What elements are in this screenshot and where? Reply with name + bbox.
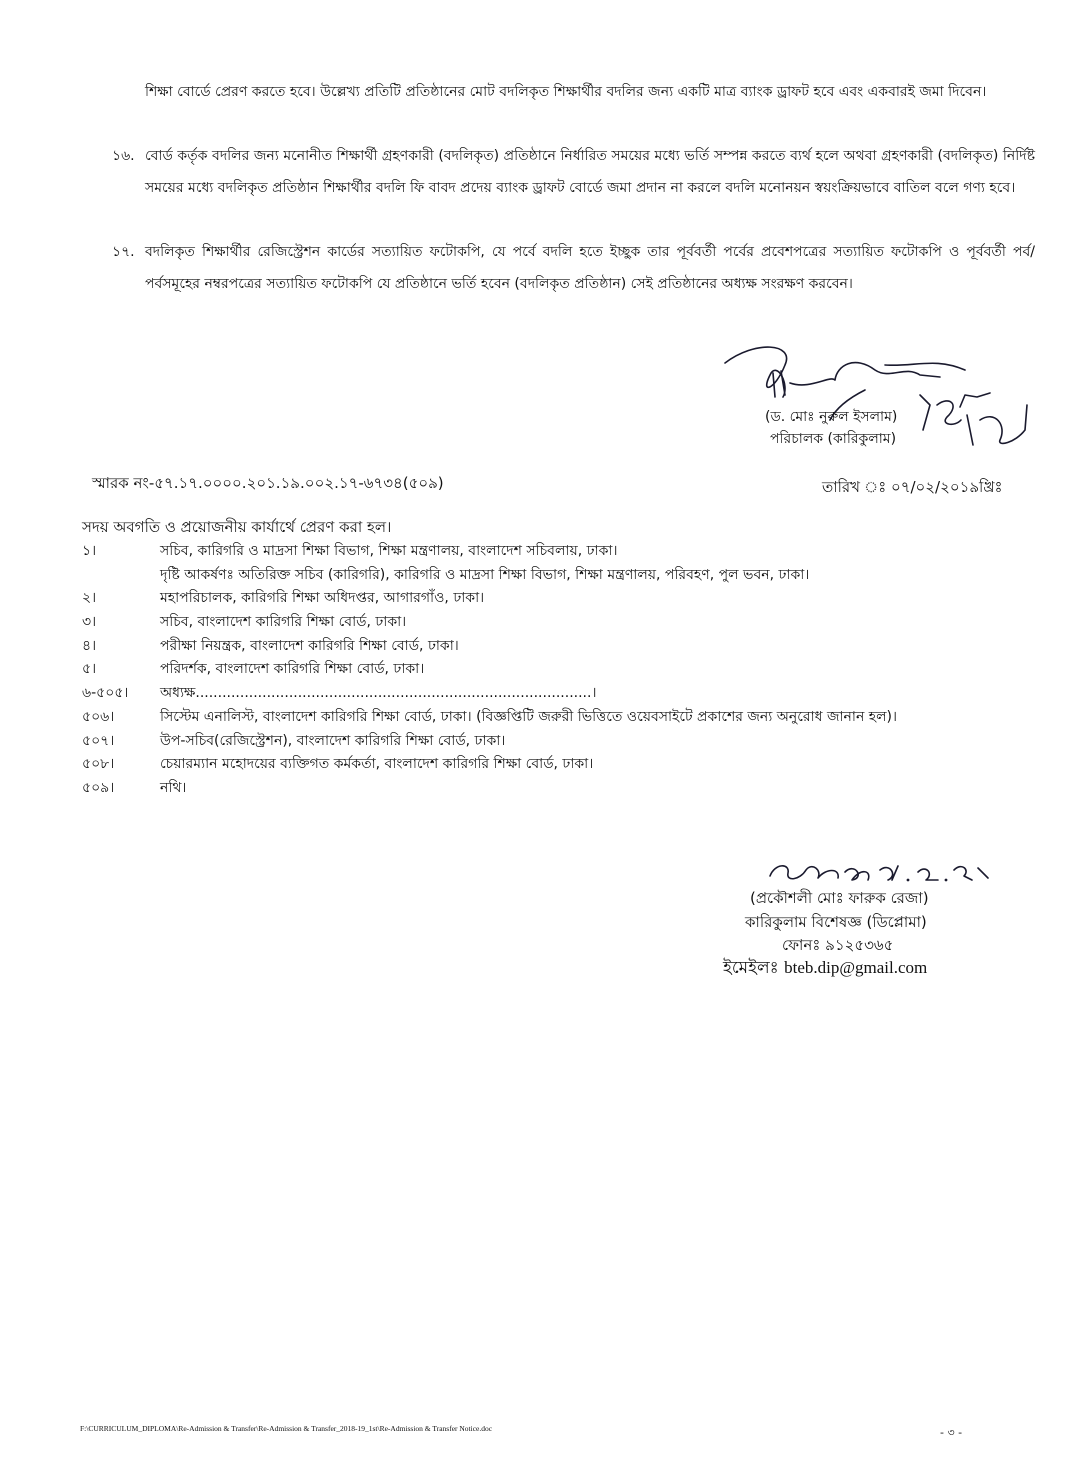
signatory-name: (প্রকৌশলী মোঃ ফারুক রেজা) [750,889,929,907]
distribution-item [82,706,1042,730]
clause-text: বদলিকৃত শিক্ষার্থীর রেজিস্ট্রেশন কার্ডের সত্যায়িত ফটোকপি, যে পর্বে বদলি হতে ইচ্ছুক তার পূর্ববর্তী পর্বের প্রবেশপত্রের সত্যায়িত ফটোকপি ও পূর্ববর্তী পর্ব/পর্বসমূহের নম্বরপত্রের সত্যায়িত ফটোকপি যে প্রতিষ্ঠানে ভর্তি হবেন (বদলিকৃত প্রতিষ্ঠান) সেই প্রতিষ্ঠানের অধ্যক্ষ সংরক্ষণ করবেন। [145,244,1035,292]
signatory-email [723,956,927,980]
signature-block-specialist [723,858,1040,988]
distribution-text: পরীক্ষা নিয়ন্ত্রক, বাংলাদেশ কারিগরি শিক্ষা বোর্ড, ঢাকা। [160,637,459,654]
distribution-number: ৫। [82,661,97,678]
distribution-text: মহাপরিচালক, কারিগরি শিক্ষা অধিদপ্তর, আগারগাঁও, ঢাকা। [160,590,485,607]
email-label: ইমেইলঃ [723,958,779,978]
clause-17 [112,236,1035,300]
distribution-list [82,540,1042,801]
distribution-item [82,587,1042,611]
distribution-item [82,635,1042,659]
clause-number: ১৭. [112,244,135,260]
distribution-text: সিস্টেম এনালিস্ট, বাংলাদেশ কারিগরি শিক্ষা বোর্ড, ঢাকা। (বিজ্ঞপ্তিটি জরুরী ভিত্তিতে ওয়েবসাইটে প্রকাশের জন্য অনুরোধ জানান হল)। [160,708,898,725]
distribution-intro: সদয় অবগতি ও প্রয়োজনীয় কার্যার্থে প্রেরণ করা হল। [82,518,392,536]
signature-block-director [715,335,1035,470]
handwritten-signature [715,335,1035,470]
distribution-text: দৃষ্টি আকর্ষণঃ অতিরিক্ত সচিব (কারিগরি), কারিগরি ও মাদ্রসা শিক্ষা বিভাগ, শিক্ষা মন্ত্রণালয়, পরিবহণ, পুল ভবন, ঢাকা। [160,566,810,583]
distribution-text: উপ-সচিব(রেজিস্ট্রেশন), বাংলাদেশ কারিগরি শিক্ষা বোর্ড, ঢাকা। [160,732,506,749]
email-address: bteb.dip@gmail.com [784,958,928,977]
distribution-number: ৪। [82,637,97,654]
distribution-text: নথি। [160,779,187,796]
distribution-item [82,730,1042,754]
distribution-text: সচিব, কারিগরি ও মাদ্রসা শিক্ষা বিভাগ, শিক্ষা মন্ত্রণালয়, বাংলাদেশ সচিবলায়, ঢাকা। [160,543,618,559]
distribution-text: চেয়ারম্যান মহোদয়ের ব্যক্তিগত কর্মকর্তা, বাংলাদেশ কারিগরি শিক্ষা বোর্ড, ঢাকা। [160,756,594,773]
signatory-name: (ড. মোঃ নুরুল ইসলাম) [765,409,898,425]
memo-number: স্মারক নং-৫৭.১৭.০০০০.২০১.১৯.০০২.১৭-৬৭৩৪(৫০৯) [92,474,444,492]
distribution-number: ২। [82,590,97,607]
intro-paragraph: শিক্ষা বোর্ডে প্রেরণ করতে হবে। উল্লেখ্য প্রতিটি প্রতিষ্ঠানের মোট বদলিকৃত শিক্ষার্থীর বদলির জন্য একটি মাত্র ব্যাংক ড্রাফট হবে এবং একবারই জমা দিবেন। [145,84,987,100]
distribution-text: পরিদর্শক, বাংলাদেশ কারিগরি শিক্ষা বোর্ড, ঢাকা। [160,661,425,678]
clause-16 [112,140,1035,204]
file-path-footer: F:\CURRICULUM_DIPLOMA\Re-Admission & Transfer\Re-Admission & Transfer_2018-19_1st\Re-Admission & Transfer Notice.doc [80,1424,493,1433]
clause-number: ১৬. [112,148,135,164]
distribution-text: সচিব, বাংলাদেশ কারিগরি শিক্ষা বোর্ড, ঢাকা। [160,614,407,631]
distribution-item [82,540,1042,564]
distribution-item [82,682,1042,706]
distribution-number: ৫০৭। [82,732,115,749]
distribution-item [82,777,1042,801]
distribution-number: ৫০৯। [82,779,115,796]
distribution-item [82,658,1042,682]
distribution-item [82,564,1042,588]
distribution-text: অধ্যক্ষ.........................................................................................। [160,685,597,702]
handwritten-signature [740,858,1040,888]
distribution-item [82,611,1042,635]
distribution-number: ৩। [82,614,97,631]
signatory-title: কারিকুলাম বিশেষজ্ঞ (ডিপ্লোমা) [745,913,927,931]
signatory-phone: ফোনঃ ৯১২৫৩৬৫ [782,936,894,954]
clause-text: বোর্ড কর্তৃক বদলির জন্য মনোনীত শিক্ষার্থী গ্রহণকারী (বদলিকৃত) প্রতিষ্ঠানে নির্ধারিত সময়ের মধ্যে ভর্তি সম্পন্ন করতে ব্যর্থ হলে অথবা গ্রহণকারী (বদলিকৃত) নির্দিষ্ট সময়ের মধ্যে বদলিকৃত প্রতিষ্ঠান শিক্ষার্থীর বদলি ফি বাবদ প্রদেয় ব্যাংক ড্রাফট বোর্ডে জমা প্রদান না করলে বদলি মনোনয়ন স্বয়ংক্রিয়ভাবে বাতিল বলে গণ্য হবে। [145,148,1035,196]
signatory-title: পরিচালক (কারিকুলাম) [770,431,897,447]
distribution-number: ৬-৫০৫। [82,685,129,702]
distribution-number: ৫০৮। [82,756,115,773]
distribution-number: ১। [82,543,97,559]
distribution-item [82,753,1042,777]
page-number: - ৩ - [940,1426,963,1439]
distribution-number: ৫০৬। [82,708,115,725]
memo-date: তারিখ ঃ ০৭/০২/২০১৯খ্রিঃ [822,478,1003,496]
